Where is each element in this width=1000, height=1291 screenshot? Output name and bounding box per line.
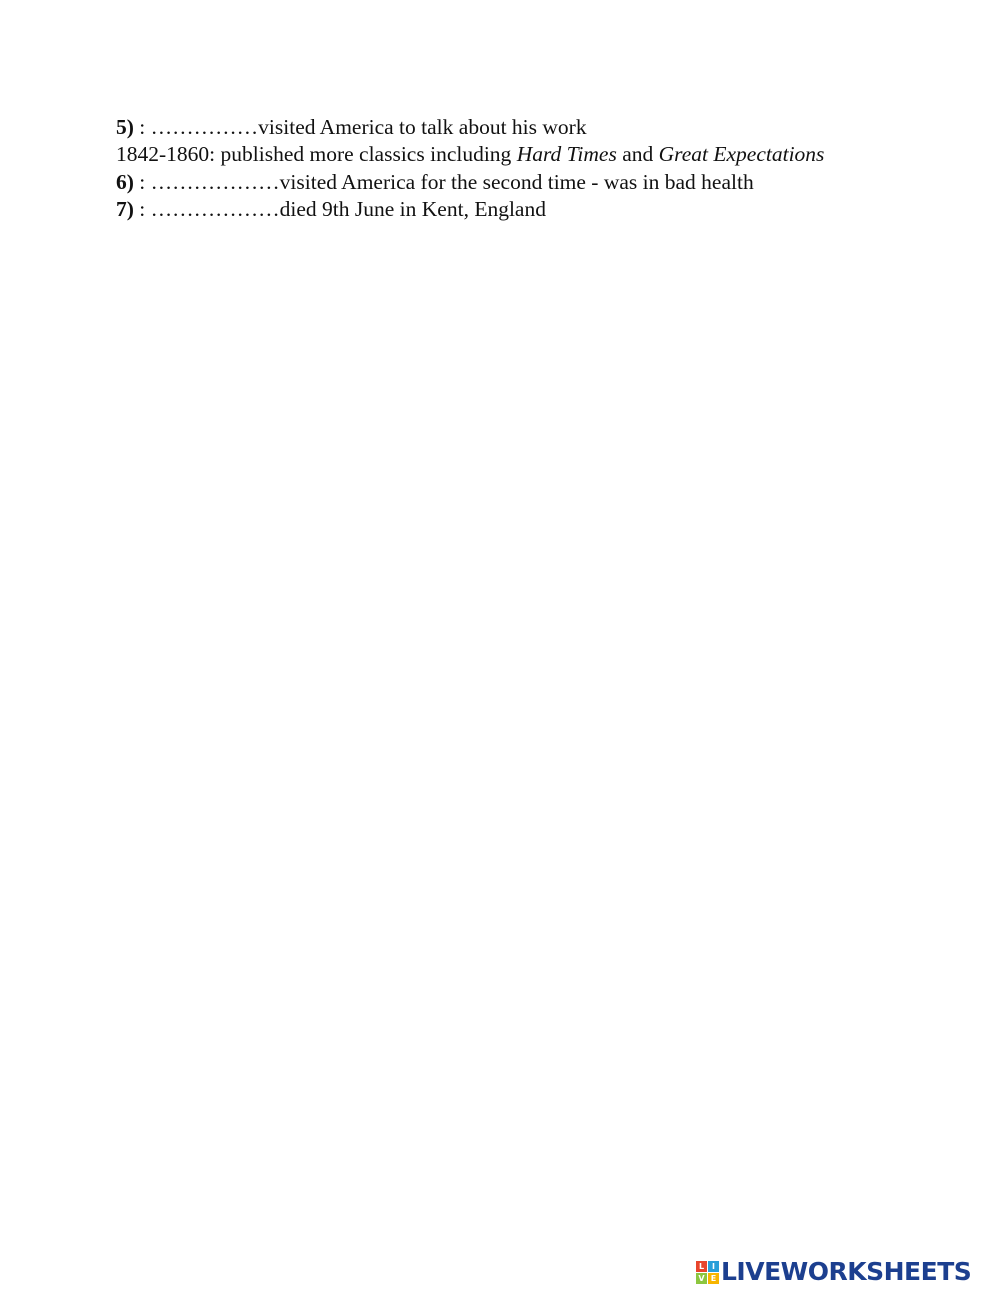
item-text: visited America to talk about his work — [258, 115, 587, 139]
info-line — [116, 141, 836, 168]
item-separator: : — [133, 196, 151, 221]
logo-block-i: I — [708, 1261, 719, 1272]
book-title: Hard Times — [516, 142, 617, 167]
book-title: Great Expectations — [658, 142, 825, 167]
item-text: visited America for the second time - was in bad health — [279, 169, 754, 194]
item-separator: : — [133, 169, 151, 194]
item-number: 5) — [116, 115, 134, 139]
item-separator: : — [133, 115, 151, 139]
liveworksheets-logo[interactable] — [696, 1256, 996, 1288]
answer-blank[interactable]: ……………… — [150, 196, 280, 221]
document-body — [116, 114, 836, 223]
info-prefix: 1842-1860: published more classics including — [116, 142, 517, 167]
logo-block-e: E — [708, 1273, 719, 1284]
answer-blank[interactable]: …………… — [150, 115, 259, 139]
item-number: 7) — [116, 196, 134, 221]
item-5-line — [116, 114, 836, 141]
logo-block-l: L — [696, 1261, 707, 1272]
logo-text: LIVEWORKSHEETS — [721, 1257, 972, 1286]
item-text: died 9th June in Kent, England — [279, 196, 546, 221]
logo-blocks-icon — [696, 1261, 719, 1284]
item-6-line — [116, 169, 836, 196]
item-7-line — [116, 196, 836, 223]
logo-block-v: V — [696, 1273, 707, 1284]
item-number: 6) — [116, 169, 134, 194]
answer-blank[interactable]: ……………… — [150, 169, 280, 194]
info-middle: and — [616, 142, 659, 167]
